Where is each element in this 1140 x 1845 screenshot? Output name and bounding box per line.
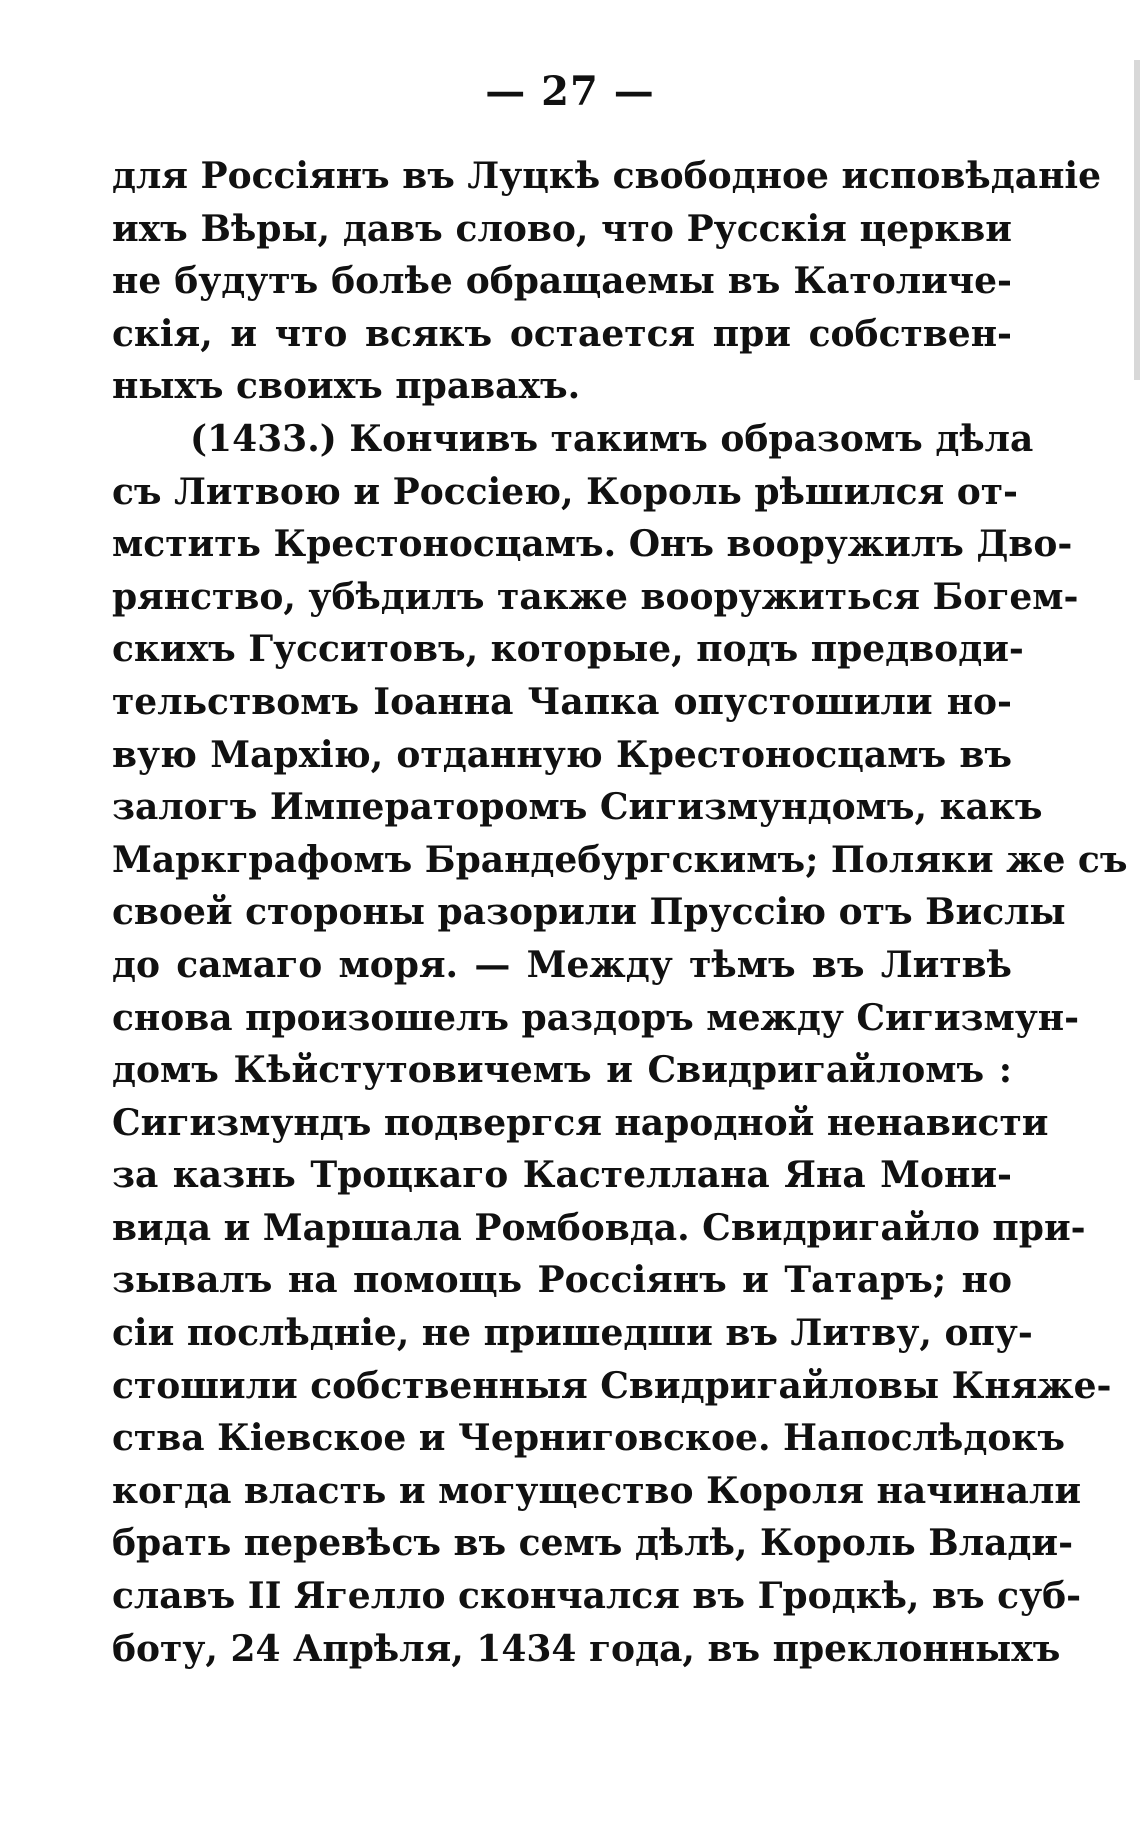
page-number: — 27 — [485,68,655,115]
text-line: Маркграфомъ Брандебургскимъ; Поляки же съ [112,838,1128,881]
text-line: своей стороны разорили Пруссію отъ Вислы [112,891,1066,934]
text-line: ства Кіевское и Черниговское. Напослѣдокъ [112,1417,1065,1460]
text-line: зывалъ на помощь Россіянъ и Татаръ; но [112,1259,1012,1302]
text-line: сіи послѣдніе, не пришедши въ Литву, опу- [112,1312,1033,1355]
text-line: ихъ Вѣры, давъ слово, что Русскія церкви [112,207,1012,250]
paragraph-start-line: (1433.) Кончивъ такимъ образомъ дѣла [190,417,1034,460]
text-line: вида и Маршала Ромбовда. Свидригайло при- [112,1206,1086,1249]
text-line: скихъ Гусситовъ, которые, подъ предводи- [112,628,1024,671]
text-line: снова произошелъ раздоръ между Сигизмун- [112,996,1080,1039]
text-line: рянство, убѣдилъ также вооружиться Богем- [112,575,1079,618]
text-line: славъ II Ягелло скончался въ Гродкѣ, въ суб- [112,1575,1082,1618]
text-line: ныхъ своихъ правахъ. [112,365,581,408]
text-line: за казнь Троцкаго Кастеллана Яна Мони- [112,1154,1012,1197]
text-line: для Россіянъ въ Луцкѣ свободное исповѣданіе [112,155,1101,197]
text-line: до самаго моря. — Между тѣмъ въ Литвѣ [112,943,1012,986]
text-line: когда власть и могущество Короля начинали [112,1469,1082,1512]
text-line: съ Литвою и Россіею, Король рѣшился от- [112,470,1018,513]
text-line: мстить Крестоносцамъ. Онъ вооружилъ Дво- [112,523,1073,566]
text-line: вую Мархію, отданную Крестоносцамъ въ [112,733,1012,776]
text-line: домъ Кѣйстутовичемъ и Свидригайломъ : [112,1049,1012,1092]
body-text [112,150,1128,1675]
text-line: не будутъ болѣе обращаемы въ Католиче- [112,260,1012,303]
text-line: стошили собственныя Свидригайловы Княже- [112,1364,1112,1407]
text-line: брать перевѣсъ въ семъ дѣлѣ, Король Влади- [112,1522,1074,1565]
text-line: скія, и что всякъ остается при собствен- [112,312,1012,355]
text-line: Сигизмундъ подвергся народной ненависти [112,1101,1049,1144]
text-line: боту, 24 Апрѣля, 1434 года, въ преклонныхъ [112,1627,1061,1670]
text-line: тельствомъ Іоанна Чапка опустошили но- [112,680,1012,723]
text-line: залогъ Императоромъ Сигизмундомъ, какъ [112,786,1043,829]
